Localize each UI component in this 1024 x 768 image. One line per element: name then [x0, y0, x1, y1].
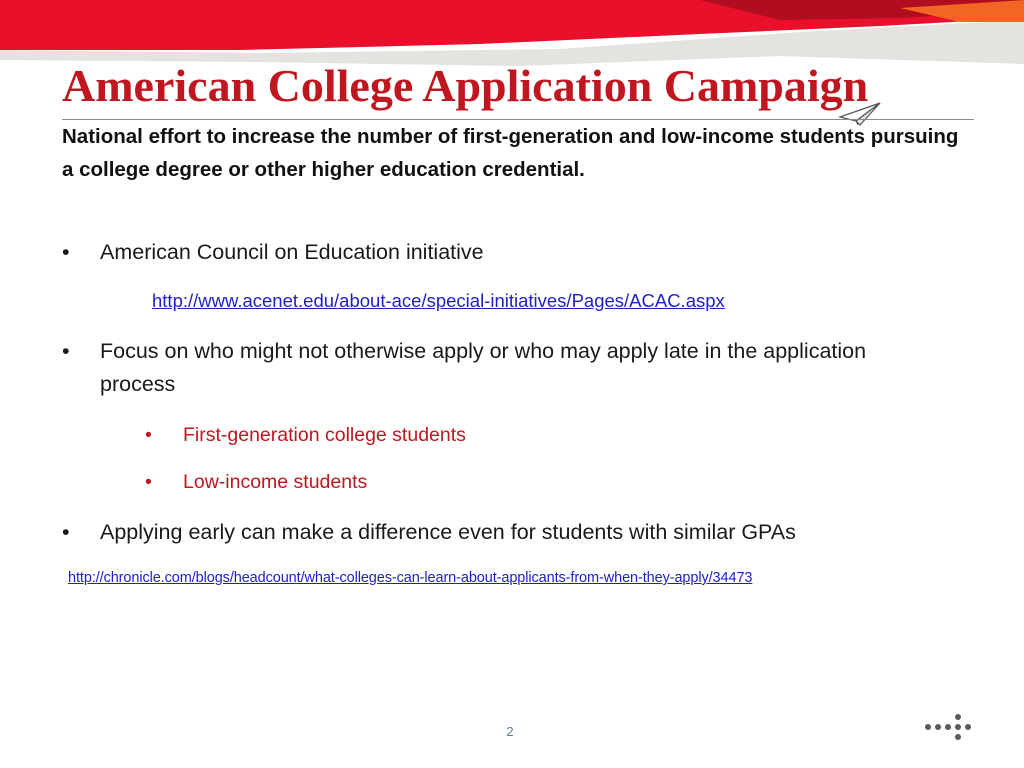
bullet-marker: •	[62, 240, 70, 264]
sub-bullet-text: First-generation college students	[183, 424, 466, 446]
bullet-text: Focus on who might not otherwise apply or who may apply late in the application process	[100, 339, 867, 396]
slide-subtitle: National effort to increase the number of first-generation and low-income students pursuing a college degree or other higher education credential.	[62, 125, 959, 181]
sub-bullet-marker: •	[145, 424, 152, 446]
bullet-text: American Council on Education initiative	[100, 240, 484, 264]
bullet-text: Applying early can make a difference even for students with similar GPAs	[100, 520, 796, 544]
dots-arrow-logo-icon	[922, 710, 978, 744]
slide-title: American College Application Campaign	[62, 60, 869, 111]
bullet-marker: •	[62, 520, 70, 544]
sub-bullet-text: Low-income students	[183, 471, 368, 493]
sub-bullet-marker: •	[145, 471, 152, 493]
chronicle-article-link[interactable]: http://chronicle.com/blogs/headcount/what-colleges-can-learn-about-applicants-from-when-they-apply/34473	[68, 570, 753, 586]
page-number: 2	[506, 724, 514, 739]
bullet-marker: •	[62, 339, 70, 363]
ace-initiative-link[interactable]: http://www.acenet.edu/about-ace/special-initiatives/Pages/ACAC.aspx	[152, 290, 725, 311]
